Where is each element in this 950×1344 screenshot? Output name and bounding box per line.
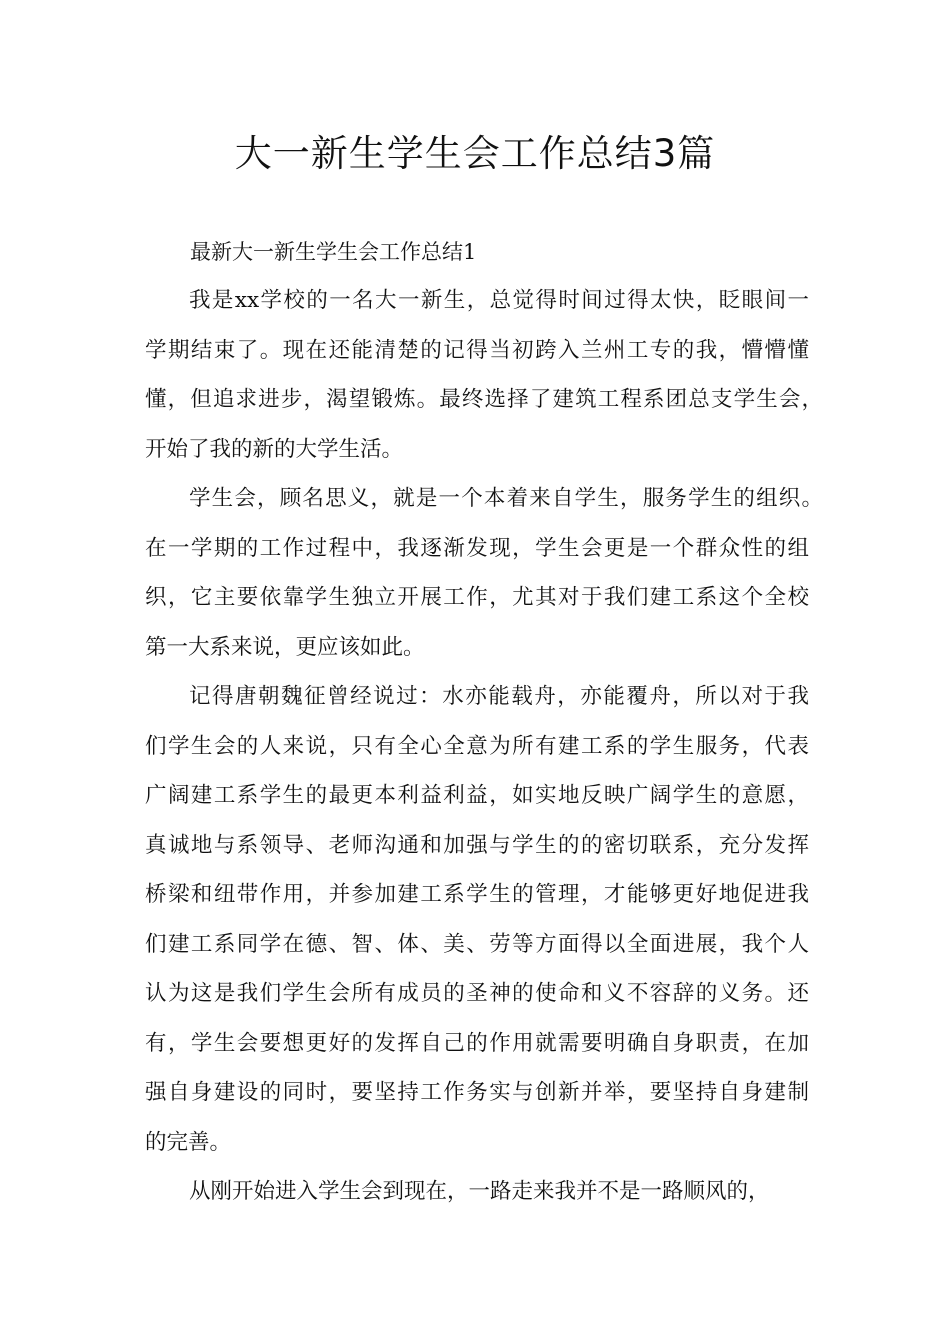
paragraph-line: 们建工系同学在德、智、体、美、劳等方面得以全面进展，我个人 [145, 931, 809, 957]
paragraph-line: 强自身建设的同时，要坚持工作务实与创新并举，要坚持自身建制 [145, 1080, 809, 1105]
paragraph-line: 第一大系来说，更应该如此。 [145, 634, 425, 660]
paragraph-line: 认为这是我们学生会所有成员的圣神的使命和义不容辞的义务。还 [145, 981, 809, 1006]
paragraph-1 [145, 283, 823, 481]
paragraph-line: 学期结束了。现在还能清楚的记得当初跨入兰州工专的我，懵懵懂 [145, 337, 809, 363]
paragraph-line: 织，它主要依靠学生独立开展工作，尤其对于我们建工系这个全校 [145, 585, 809, 610]
paragraph-line: 懂，但追求进步，渴望锻炼。最终选择了建筑工程系团总支学生会， [145, 387, 823, 412]
paragraph-line: 真诚地与系领导、老师沟通和加强与学生的的密切联系，充分发挥 [145, 832, 809, 858]
paragraph-line: 开始了我的新的大学生活。 [145, 436, 404, 462]
paragraph-line: 在一学期的工作过程中，我逐渐发现，学生会更是一个群众性的组 [145, 535, 809, 561]
paragraph-2 [145, 481, 823, 679]
paragraph-4 [145, 1174, 809, 1224]
document-subtitle: 最新大一新生学生会工作总结1 [190, 240, 477, 264]
paragraph-3 [145, 679, 809, 1174]
paragraph-line: 我是xx学校的一名大一新生，总觉得时间过得太快，眨眼间一 [189, 288, 809, 313]
paragraph-line: 桥梁和纽带作用，并参加建工系学生的管理，才能够更好地促进我 [145, 882, 809, 907]
paragraph-line: 从刚开始进入学生会到现在，一路走来我并不是一路顺风的， [189, 1179, 770, 1204]
paragraph-line: 的完善。 [145, 1129, 232, 1155]
paragraph-line: 们学生会的人来说，只有全心全意为所有建工系的学生服务，代表 [145, 733, 809, 759]
paragraph-line: 广阔建工系学生的最更本利益利益，如实地反映广阔学生的意愿， [145, 783, 809, 808]
document-title: 大一新生学生会工作总结3篇 [234, 132, 716, 175]
paragraph-line: 记得唐朝魏征曾经说过：水亦能载舟，亦能覆舟，所以对于我 [189, 684, 809, 709]
paragraph-line: 学生会，顾名思义，就是一个本着来自学生，服务学生的组织。 [189, 486, 823, 511]
paragraph-line: 有，学生会要想更好的发挥自己的作用就需要明确自身职责，在加 [145, 1030, 809, 1056]
